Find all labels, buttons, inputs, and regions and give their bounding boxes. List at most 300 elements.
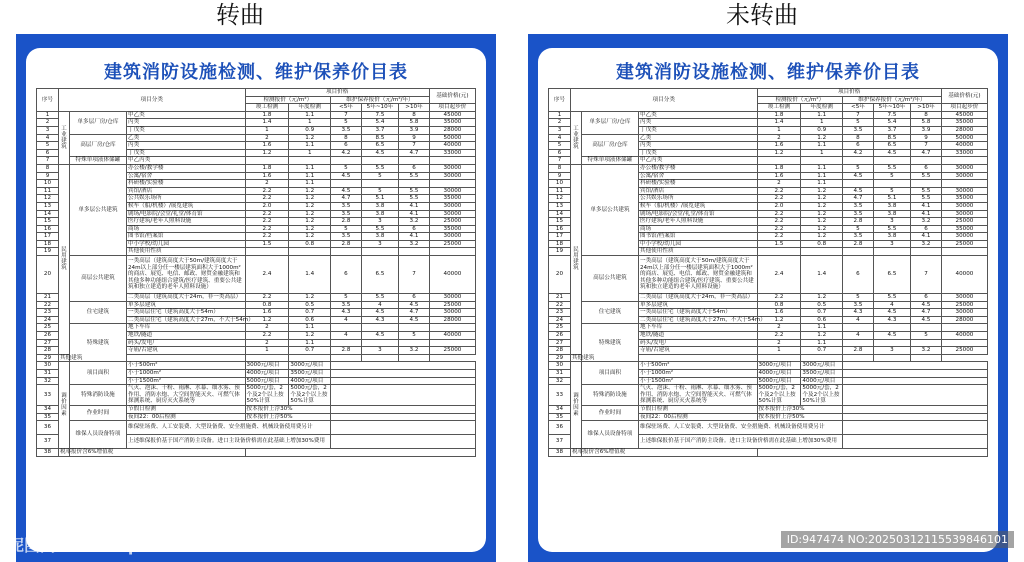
- item-name: 其他使用性质: [638, 248, 757, 256]
- price-cell: [289, 354, 331, 362]
- price-cell: 3.9: [399, 126, 430, 134]
- price-cell: 4: [873, 301, 910, 309]
- price-cell: 1: [245, 347, 289, 355]
- price-cell: 4.5: [911, 316, 942, 324]
- row-number: 14: [549, 210, 571, 218]
- item-name: 单多层建筑: [638, 301, 757, 309]
- price-cell: 6: [911, 164, 942, 172]
- price-cell: 1: [801, 119, 843, 127]
- tax-note: 报价含6%增值税: [581, 449, 757, 457]
- price-cell: [245, 157, 289, 165]
- subgroup-label: 项目面积: [69, 362, 126, 385]
- item-name: 公寓/宿舍: [638, 172, 757, 180]
- table-row: [549, 385, 988, 406]
- item-name: 上述维保报价基于国产消防主设备。进口主设备价格需在此基础上增加30%费用: [638, 435, 842, 449]
- price-cell: 4.5: [331, 187, 362, 195]
- blank-cell: [843, 435, 988, 449]
- price-cell: 4.5: [873, 332, 910, 340]
- item-name: 其他使用性质: [126, 248, 245, 256]
- price-cell: 2.2: [757, 332, 801, 340]
- price-cell: 40000: [429, 142, 475, 150]
- price-cell: 6: [399, 164, 430, 172]
- price-cell: 30000: [941, 210, 987, 218]
- tax-label: 税率: [59, 449, 72, 456]
- price-cell: [429, 339, 475, 347]
- row-number: 37: [37, 435, 59, 449]
- price-cell: 7: [331, 111, 362, 119]
- price-cell: 5.4: [361, 119, 398, 127]
- row-number: 11: [549, 187, 571, 195]
- price-cell: 2.0: [757, 202, 801, 210]
- price-card: [538, 48, 998, 552]
- item-name: 夜间22：00后检测: [638, 413, 757, 421]
- header-price: 项目价格: [245, 89, 429, 97]
- price-cell: 2.2: [245, 233, 289, 241]
- row-number: 16: [37, 225, 59, 233]
- row-number: 20: [37, 256, 59, 294]
- price-cell: 5: [843, 164, 874, 172]
- price-cell: 45000: [941, 111, 987, 119]
- price-cell: 1.2: [289, 210, 331, 218]
- price-cell: 4.1: [399, 210, 430, 218]
- price-cell: 6.5: [361, 142, 398, 150]
- price-cell: 1.2: [289, 134, 331, 142]
- price-cell: 0.8: [289, 240, 331, 248]
- header-sub: <5年: [843, 104, 874, 112]
- blank-cell: [843, 405, 988, 413]
- price-cell: 1: [801, 149, 843, 157]
- row-number: 10: [549, 180, 571, 188]
- price-cell: 4: [331, 316, 362, 324]
- price-cell: [399, 339, 430, 347]
- blank-cell: [757, 449, 987, 457]
- price-cell: [429, 157, 475, 165]
- tax-label: 税率: [571, 449, 584, 456]
- price-cell: 0.7: [801, 347, 843, 355]
- item-name: 甲乙丙类: [126, 157, 245, 165]
- price-cell: 5: [843, 119, 874, 127]
- subgroup-label: 高层公共建筑: [69, 256, 126, 302]
- price-cell: 1.6: [245, 172, 289, 180]
- price-cell: 5.5: [873, 294, 910, 302]
- header-sub: 年度检测: [801, 104, 843, 112]
- price-cell: [843, 339, 874, 347]
- price-cell: 2.2: [757, 195, 801, 203]
- header-maint: 维护保养报价（元/m²/年）: [843, 96, 942, 104]
- header-base: 基础价格(元): [429, 89, 475, 104]
- header-sub: 项目起步价: [429, 104, 475, 112]
- price-cell: [331, 157, 362, 165]
- row-number: 24: [37, 316, 59, 324]
- price-cell: 30000: [941, 294, 987, 302]
- price-cell: 0.8: [801, 240, 843, 248]
- price-cell: 2.2: [245, 195, 289, 203]
- price-cell: 8: [399, 111, 430, 119]
- row-number: 6: [549, 149, 571, 157]
- price-cell: 2.2: [757, 294, 801, 302]
- row-number: 22: [549, 301, 571, 309]
- price-cell: 9: [911, 134, 942, 142]
- price-cell: [911, 157, 942, 165]
- subgroup-label: 住宅建筑: [581, 301, 638, 324]
- panel-left: [16, 34, 496, 562]
- row-number: 1: [37, 111, 59, 119]
- row-number: 26: [37, 332, 59, 340]
- row-number: 36: [549, 421, 571, 435]
- price-cell: 3.8: [873, 210, 910, 218]
- item-name: 地下车库: [638, 324, 757, 332]
- price-cell: 5.8: [399, 119, 430, 127]
- item-name: 办公楼/教学楼: [126, 164, 245, 172]
- price-cell: 3000元/项目: [245, 362, 289, 370]
- table-row: [37, 385, 476, 406]
- group-civil: 民用建筑: [570, 164, 581, 354]
- price-cell: 4.1: [911, 202, 942, 210]
- price-cell: 2.2: [757, 187, 801, 195]
- row-number: 23: [549, 309, 571, 317]
- row-number: 31: [549, 370, 571, 378]
- watermark-site: 昵图网 www.nipic.com: [8, 536, 198, 555]
- price-cell: 1.2: [289, 294, 331, 302]
- price-cell: 3.2: [911, 347, 942, 355]
- blank-cell: [331, 435, 476, 449]
- price-cell: 3.5: [843, 126, 874, 134]
- price-cell: 按本报价上浮30%: [245, 405, 331, 413]
- group-industrial: 工业建筑: [570, 111, 581, 164]
- price-cell: 2: [245, 180, 289, 188]
- row-number: 30: [549, 362, 571, 370]
- blank-cell: [843, 421, 988, 435]
- row-number: 36: [37, 421, 59, 435]
- item-name: 剧场/电影院/会堂/礼堂/体育馆: [638, 210, 757, 218]
- price-cell: 3000元/项目: [801, 362, 843, 370]
- item-name: 乙类: [638, 134, 757, 142]
- price-cell: 1.1: [289, 164, 331, 172]
- price-cell: 6: [399, 294, 430, 302]
- price-cell: 1.5: [245, 240, 289, 248]
- caption-left: 转曲: [216, 1, 264, 29]
- price-cell: 3.2: [911, 240, 942, 248]
- price-cell: 0.8: [757, 301, 801, 309]
- price-cell: 33000: [429, 149, 475, 157]
- item-name: 维保驻场费、人工安装费、大型设备费、安全措施费、机械设备使用费另计: [638, 421, 842, 435]
- price-cell: 1.2: [289, 225, 331, 233]
- row-number: 30: [37, 362, 59, 370]
- price-cell: [873, 180, 910, 188]
- price-cell: 2: [245, 339, 289, 347]
- price-cell: 6: [911, 294, 942, 302]
- price-cell: 5.5: [911, 187, 942, 195]
- row-number: 8: [549, 164, 571, 172]
- table-row: [37, 405, 476, 413]
- item-name: 丙类: [126, 142, 245, 150]
- price-cell: 4.1: [399, 202, 430, 210]
- header-sub: >10年: [399, 104, 430, 112]
- item-name: 夜间22：00后检测: [126, 413, 245, 421]
- price-cell: [331, 324, 362, 332]
- price-cell: 5: [843, 294, 874, 302]
- price-cell: 30000: [941, 172, 987, 180]
- blank-cell: [331, 405, 476, 413]
- price-cell: [873, 324, 910, 332]
- subgroup-label: 单多层厂房/仓库: [69, 111, 126, 134]
- price-cell: 2.2: [245, 294, 289, 302]
- price-cell: [911, 354, 942, 362]
- row-number: 4: [37, 134, 59, 142]
- row-number: 1: [549, 111, 571, 119]
- subgroup-label: 作业时间: [69, 405, 126, 420]
- price-cell: 5.5: [399, 172, 430, 180]
- price-cell: 3.8: [361, 210, 398, 218]
- header-sub: 竣工检测: [245, 104, 289, 112]
- subgroup-label: 作业时间: [581, 405, 638, 420]
- price-cell: 3: [361, 347, 398, 355]
- price-cell: 0.9: [289, 126, 331, 134]
- row-number: 38: [37, 449, 59, 457]
- price-cell: 4.3: [873, 316, 910, 324]
- price-cell: 8: [843, 134, 874, 142]
- caption-right: 未转曲: [726, 1, 798, 29]
- item-name: 公寓/宿舍: [126, 172, 245, 180]
- price-cell: 1.2: [801, 187, 843, 195]
- price-cell: [399, 248, 430, 256]
- price-cell: 9: [399, 134, 430, 142]
- price-cell: 0.7: [289, 309, 331, 317]
- price-cell: [331, 180, 362, 188]
- item-name: 候车（船/机楼）/展览建筑: [126, 202, 245, 210]
- price-cell: 2.2: [757, 233, 801, 241]
- price-cell: 30000: [429, 164, 475, 172]
- price-cell: 5: [361, 172, 398, 180]
- price-cell: [873, 248, 910, 256]
- price-cell: [843, 180, 874, 188]
- price-cell: [429, 180, 475, 188]
- table-row: [549, 301, 988, 309]
- item-name: 二类高层（建筑高度大于24m，非一类高层）: [638, 294, 757, 302]
- table-row: [37, 134, 476, 142]
- item-name: 节假日检测: [638, 405, 757, 413]
- price-cell: 35000: [429, 195, 475, 203]
- blank-cell: [843, 377, 988, 385]
- price-cell: 5: [331, 164, 362, 172]
- price-cell: 3: [361, 218, 398, 226]
- price-cell: [873, 339, 910, 347]
- price-cell: 30000: [429, 172, 475, 180]
- item-name: 小于500m²: [638, 362, 757, 370]
- price-cell: 3.7: [361, 126, 398, 134]
- price-cell: 5: [361, 187, 398, 195]
- price-cell: 28000: [941, 316, 987, 324]
- price-cell: 2: [757, 134, 801, 142]
- price-cell: 50000: [429, 134, 475, 142]
- price-cell: 4.5: [873, 149, 910, 157]
- row-number: 38: [549, 449, 571, 457]
- price-cell: 4.1: [911, 233, 942, 241]
- price-cell: 5.5: [361, 225, 398, 233]
- header-sub: >10年: [911, 104, 942, 112]
- price-cell: 8: [331, 134, 362, 142]
- price-cell: 5.5: [399, 195, 430, 203]
- row-number: 37: [549, 435, 571, 449]
- price-cell: 28000: [941, 126, 987, 134]
- row-number: 9: [549, 172, 571, 180]
- blank-cell: [331, 362, 476, 370]
- price-cell: 1.2: [801, 225, 843, 233]
- table-row: [549, 256, 988, 294]
- price-cell: 35000: [941, 119, 987, 127]
- price-cell: 5.4: [873, 119, 910, 127]
- price-cell: 4000元/项目: [245, 370, 289, 378]
- table-row: [37, 362, 476, 370]
- item-name: 小于500m²: [126, 362, 245, 370]
- price-cell: 2.2: [245, 225, 289, 233]
- price-cell: 4: [843, 316, 874, 324]
- price-cell: 4.7: [399, 309, 430, 317]
- table-row: [549, 157, 988, 165]
- price-cell: 4.5: [843, 172, 874, 180]
- price-cell: 5000元/项目: [757, 377, 801, 385]
- price-cell: 30000: [429, 309, 475, 317]
- price-cell: 6.5: [361, 256, 398, 294]
- row-number: 33: [37, 385, 59, 406]
- subgroup-label: 高层厂房/仓库: [581, 134, 638, 157]
- price-cell: 5000元/套，2个及2个以上按50%计算: [289, 385, 331, 406]
- price-cell: 1.1: [289, 172, 331, 180]
- price-cell: 1.1: [289, 142, 331, 150]
- price-cell: [429, 324, 475, 332]
- price-cell: 5.5: [361, 164, 398, 172]
- item-name: 公共娱乐场所: [126, 195, 245, 203]
- price-cell: 0.5: [289, 301, 331, 309]
- blank-cell: [843, 385, 988, 406]
- price-cell: 7: [911, 142, 942, 150]
- page-title: 建筑消防设施检测、维护保养价目表: [104, 62, 408, 83]
- price-cell: 5: [873, 172, 910, 180]
- price-cell: [941, 180, 987, 188]
- table-row: [37, 157, 476, 165]
- price-cell: 4000元/项目: [801, 377, 843, 385]
- price-cell: 28000: [429, 126, 475, 134]
- price-cell: 1.2: [801, 294, 843, 302]
- subgroup-label: 特殊建筑: [581, 324, 638, 362]
- row-number: 21: [37, 294, 59, 302]
- item-name: 商场: [126, 225, 245, 233]
- price-cell: 7.5: [873, 111, 910, 119]
- price-cell: 1.4: [245, 119, 289, 127]
- row-number: 32: [549, 377, 571, 385]
- price-cell: 30000: [941, 202, 987, 210]
- row-number: 7: [37, 157, 59, 165]
- price-cell: 6: [843, 256, 874, 294]
- item-name: 小于1000m²: [126, 370, 245, 378]
- price-cell: 3: [361, 240, 398, 248]
- item-name: 二类高层（建筑高度大于24m，非一类高层）: [126, 294, 245, 302]
- price-cell: 1.2: [757, 316, 801, 324]
- price-cell: 8.5: [873, 134, 910, 142]
- price-cell: 25000: [429, 218, 475, 226]
- price-cell: 4.5: [361, 332, 398, 340]
- price-cell: 1.6: [757, 309, 801, 317]
- price-cell: 1.1: [801, 339, 843, 347]
- subgroup-label: 高层公共建筑: [581, 256, 638, 302]
- price-cell: 35000: [941, 225, 987, 233]
- price-cell: 3.2: [399, 347, 430, 355]
- price-cell: [245, 248, 289, 256]
- item-name: 图书馆/档案馆: [126, 233, 245, 241]
- price-cell: 4.2: [331, 149, 362, 157]
- item-name: 乙类: [126, 134, 245, 142]
- price-cell: 1.8: [245, 111, 289, 119]
- price-cell: 3.5: [843, 233, 874, 241]
- price-cell: 3.5: [843, 202, 874, 210]
- table-row: [37, 449, 476, 457]
- price-cell: 1.2: [801, 195, 843, 203]
- header-maint: 维护保养报价（元/m²/年）: [331, 96, 430, 104]
- price-table: [36, 88, 476, 457]
- price-table: [548, 88, 988, 457]
- row-number: 15: [37, 218, 59, 226]
- subgroup-label: 高层厂房/仓库: [69, 134, 126, 157]
- row-number: 2: [549, 119, 571, 127]
- price-cell: [331, 354, 362, 362]
- price-cell: 3.5: [843, 210, 874, 218]
- item-name: 地铁/隧道: [126, 332, 245, 340]
- price-cell: 3.5: [331, 233, 362, 241]
- table-row: [549, 324, 988, 332]
- price-cell: 0.6: [801, 316, 843, 324]
- item-name: 甲乙类: [638, 111, 757, 119]
- price-cell: 1.1: [289, 111, 331, 119]
- price-cell: 30000: [429, 187, 475, 195]
- tax-note: 报价含6%增值税: [69, 449, 245, 457]
- header-inspect: 检测报价（元/m²）: [245, 96, 331, 104]
- row-number: 34: [549, 405, 571, 413]
- row-number: 25: [37, 324, 59, 332]
- price-cell: 1.2: [289, 332, 331, 340]
- row-number: 28: [37, 347, 59, 355]
- price-cell: 1.4: [801, 256, 843, 294]
- price-cell: 3.5: [331, 126, 362, 134]
- price-cell: 1.8: [245, 164, 289, 172]
- price-cell: [289, 157, 331, 165]
- item-name: 丙类: [126, 119, 245, 127]
- price-cell: 30000: [941, 164, 987, 172]
- price-cell: [399, 354, 430, 362]
- item-name: 公共娱乐场所: [638, 195, 757, 203]
- price-cell: 1.2: [801, 233, 843, 241]
- price-cell: 25000: [941, 347, 987, 355]
- price-cell: 2.2: [245, 218, 289, 226]
- price-cell: 3.5: [843, 301, 874, 309]
- price-cell: 按本报价上浮30%: [757, 405, 843, 413]
- item-name: 宾馆/酒店: [638, 187, 757, 195]
- item-name: 小于1500m²: [126, 377, 245, 385]
- item-name: 办公楼/教学楼: [638, 164, 757, 172]
- table-row: [37, 301, 476, 309]
- row-number: 19: [549, 248, 571, 256]
- price-cell: 1.6: [245, 309, 289, 317]
- row-number: 33: [549, 385, 571, 406]
- price-cell: 0.8: [245, 301, 289, 309]
- blank-cell: [331, 370, 476, 378]
- price-cell: 1.1: [289, 324, 331, 332]
- price-cell: 5: [911, 332, 942, 340]
- price-cell: 0.7: [801, 309, 843, 317]
- price-cell: 5: [331, 225, 362, 233]
- price-cell: 4.7: [331, 195, 362, 203]
- row-number: 35: [549, 413, 571, 421]
- price-cell: 30000: [941, 187, 987, 195]
